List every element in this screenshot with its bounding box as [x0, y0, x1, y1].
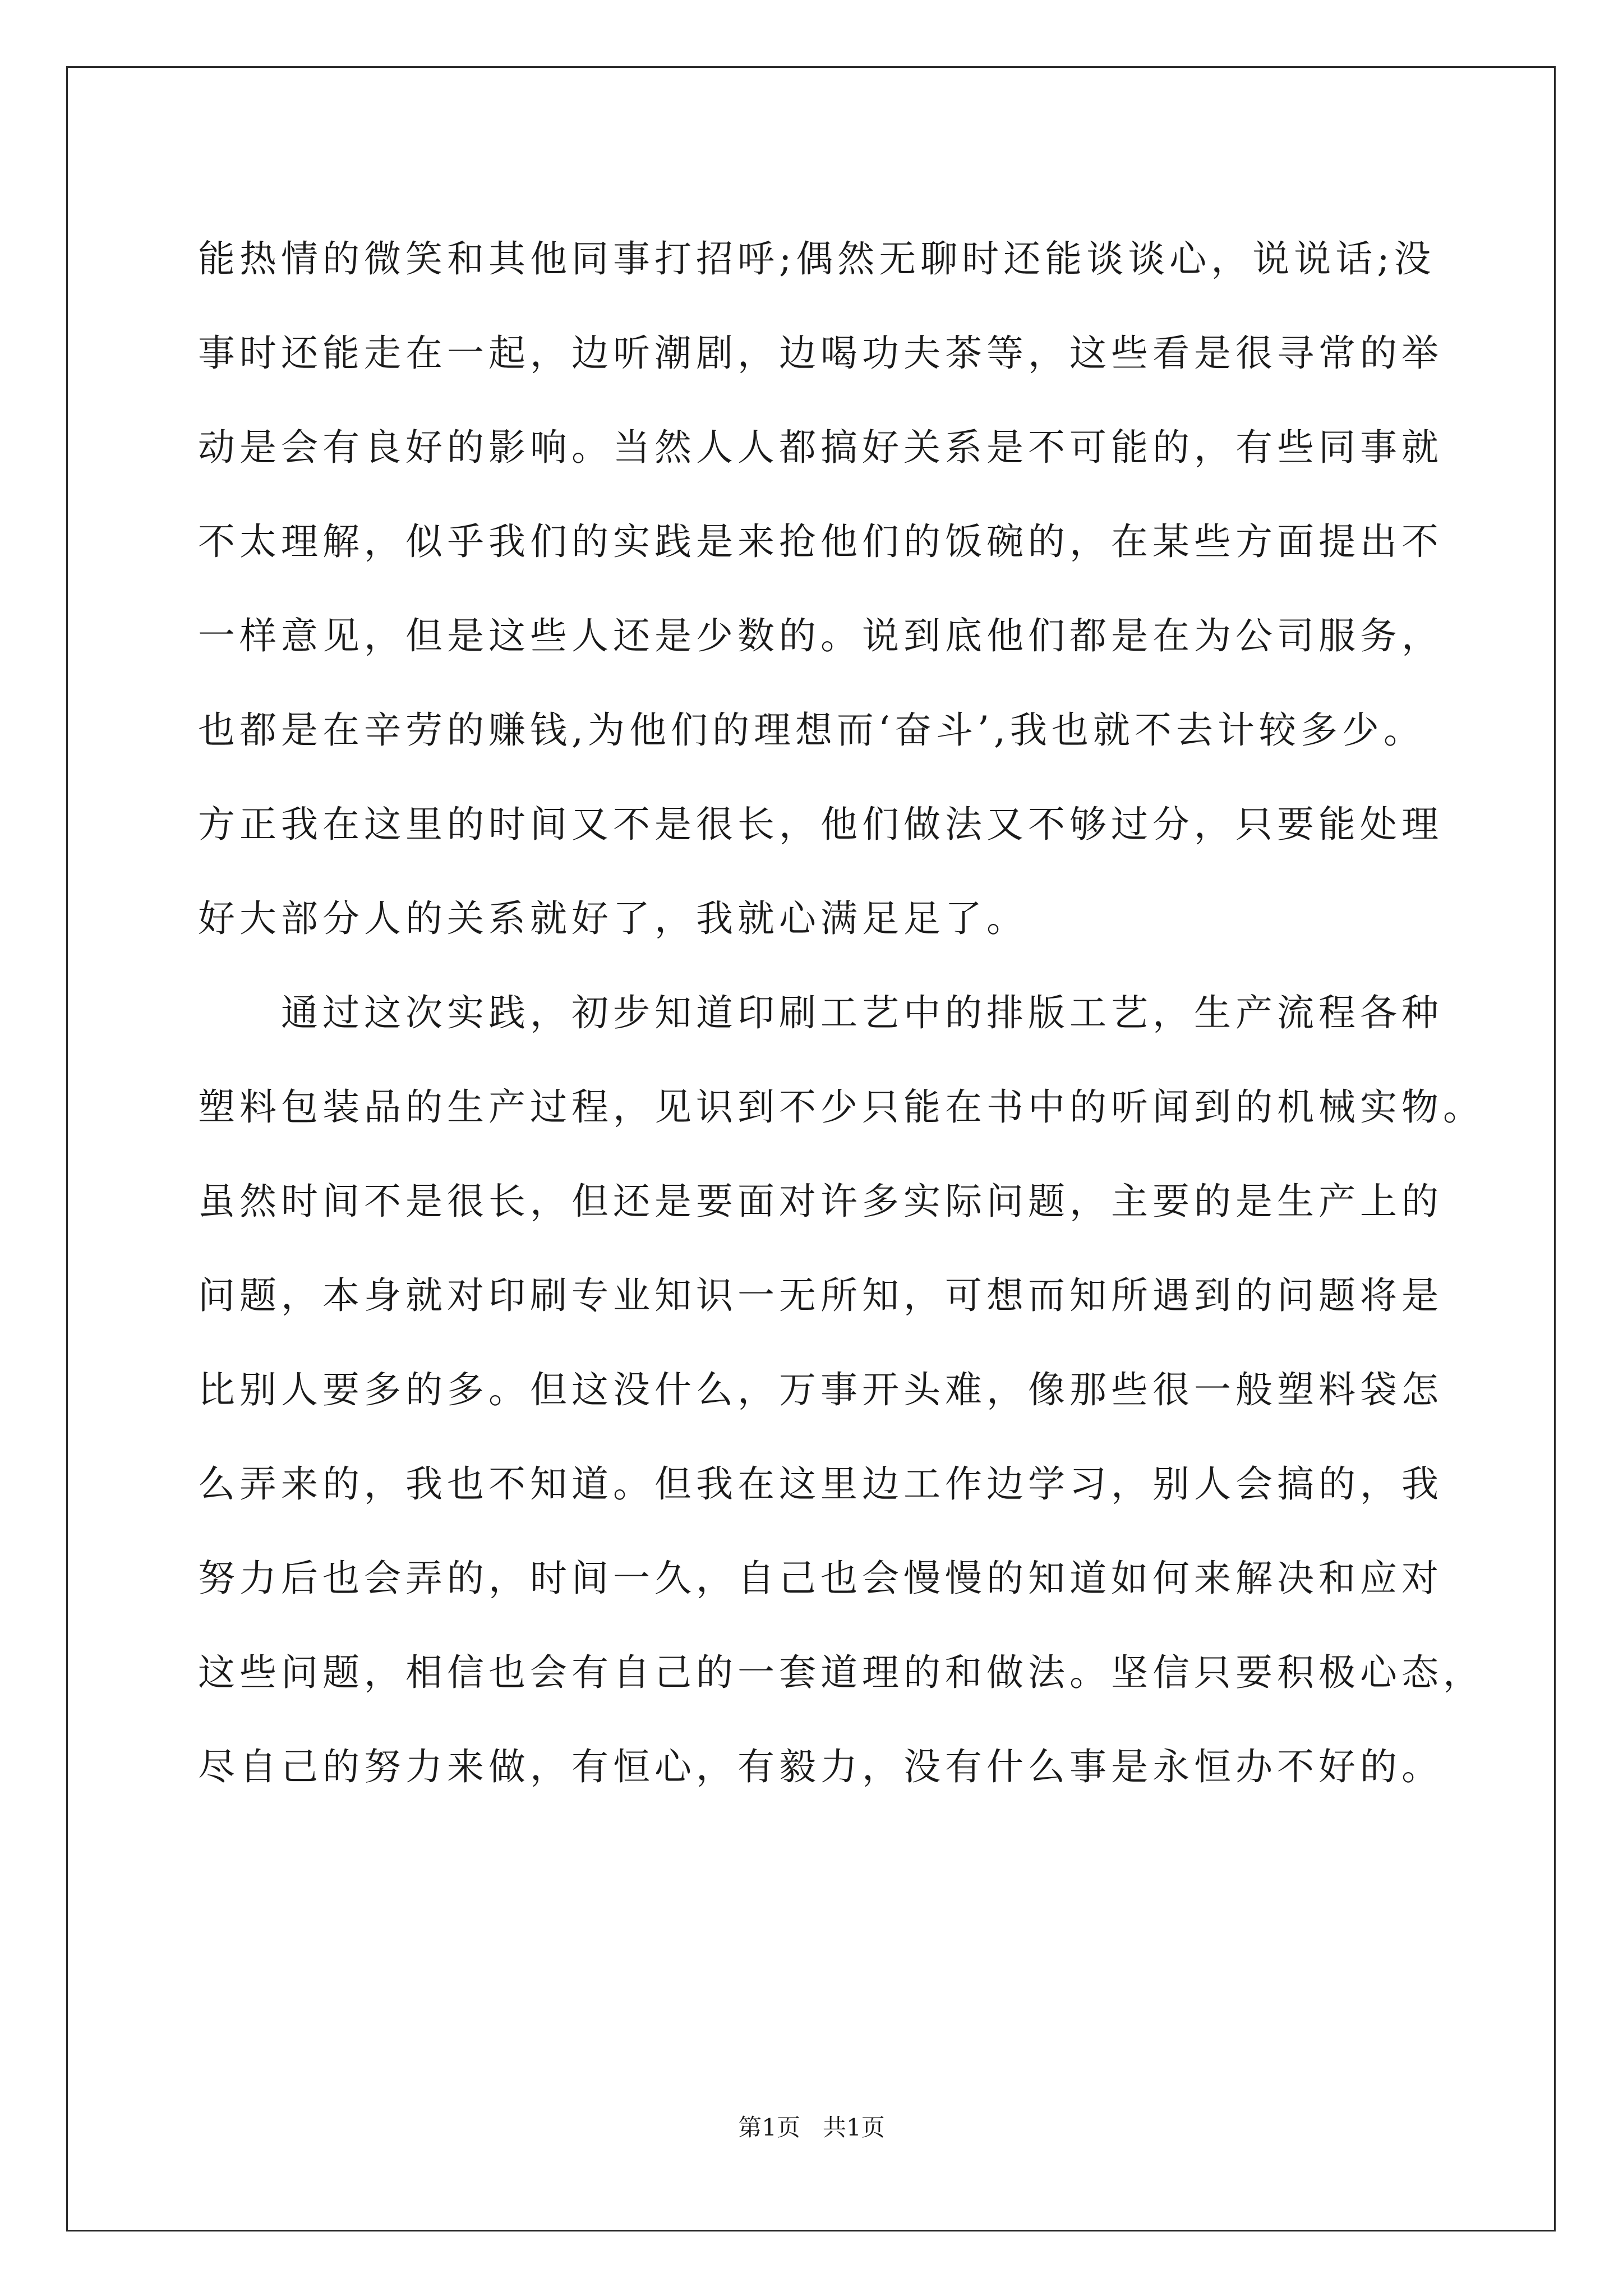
text-line: 能热情的微笑和其他同事打招呼;偶然无聊时还能谈谈心，说说话;没: [198, 237, 1436, 280]
text-line: 努力后也会弄的，时间一久，自己也会慢慢的知道如何来解决和应对: [198, 1557, 1443, 1600]
text-line: 不太理解，似乎我们的实践是来抢他们的饭碗的，在某些方面提出不: [198, 520, 1443, 563]
text-line: 事时还能走在一起，边听潮剧，边喝功夫茶等，这些看是很寻常的举: [198, 332, 1443, 375]
text-line: 动是会有良好的影响。当然人人都搞好关系是不可能的，有些同事就: [198, 426, 1443, 469]
text-line: 好大部分人的关系就好了，我就心满足足了。: [198, 897, 1028, 940]
document-body: [198, 212, 1484, 1814]
text-line: 比别人要多的多。但这没什么，万事开头难，像那些很一般塑料袋怎: [198, 1368, 1443, 1411]
text-line: 塑料包装品的生产过程，见识到不少只能在书中的听闻到的机械实物。: [198, 1085, 1484, 1129]
text-line: 方正我在这里的时间又不是很长，他们做法又不够过分，只要能处理: [198, 803, 1443, 846]
text-line: 尽自己的努力来做，有恒心，有毅力，没有什么事是永恒办不好的。: [198, 1745, 1443, 1788]
text-line: 一样意见，但是这些人还是少数的。说到底他们都是在为公司服务，: [198, 614, 1443, 657]
text-line: 这些问题，相信也会有自己的一套道理的和做法。坚信只要积极心态，: [198, 1651, 1484, 1694]
text-line: 问题，本身就对印刷专业知识一无所知，可想而知所遇到的问题将是: [198, 1274, 1443, 1317]
text-line: 么弄来的，我也不知道。但我在这里边工作边学习，别人会搞的，我: [198, 1462, 1443, 1506]
text-line: 也都是在辛劳的赚钱,为他们的理想而‘奋斗’,我也就不去计较多少。: [198, 708, 1425, 752]
text-line: 虽然时间不是很长，但还是要面对许多实际问题，主要的是生产上的: [198, 1180, 1443, 1223]
page-number-footer: 第1页 共1页: [738, 2114, 885, 2141]
paragraph-start-line: 通过这次实践，初步知道印刷工艺中的排版工艺，生产流程各种: [281, 991, 1443, 1034]
